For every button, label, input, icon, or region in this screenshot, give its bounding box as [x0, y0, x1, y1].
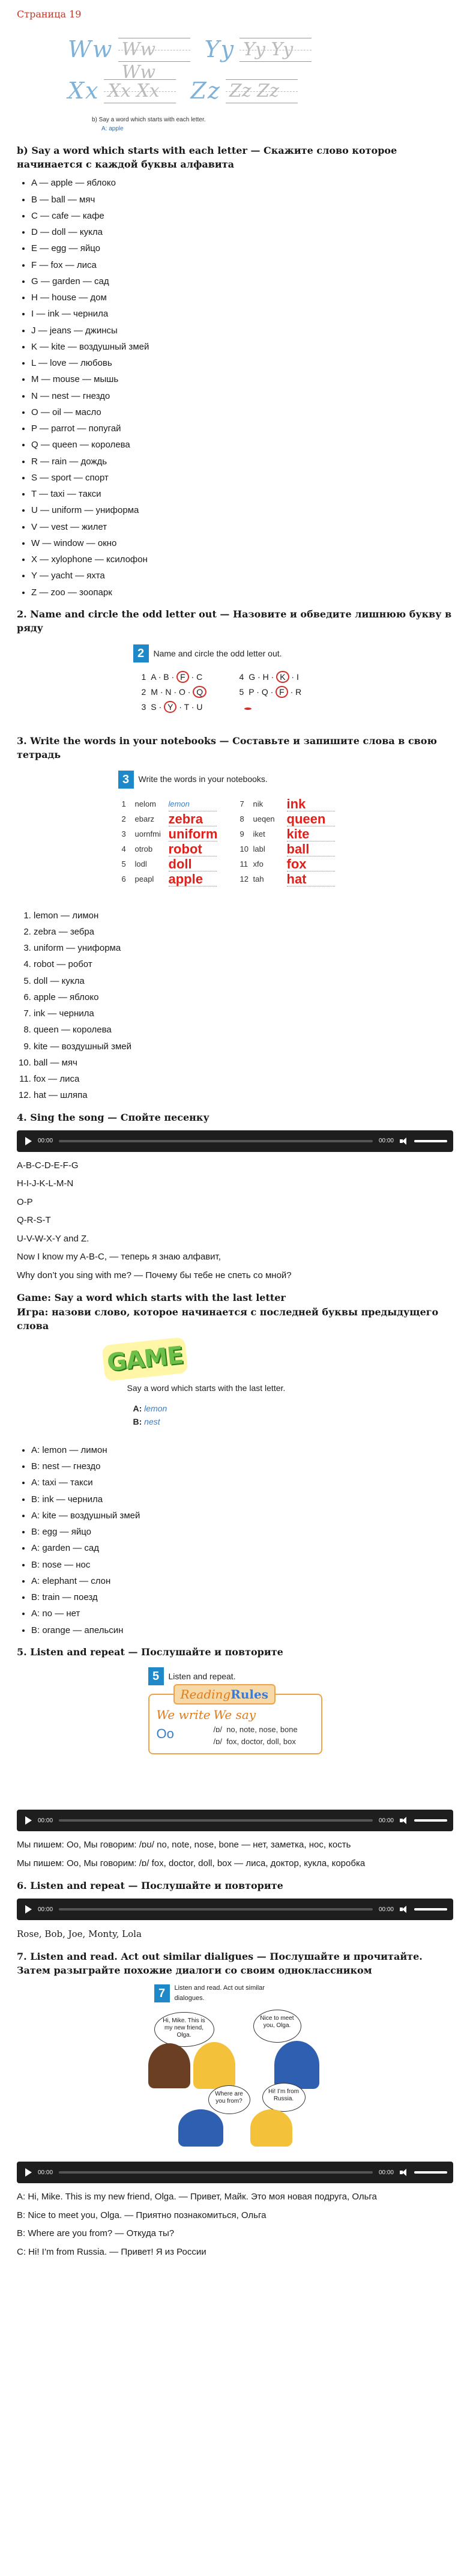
- boy-illustration: [148, 2043, 190, 2088]
- letter-sequence: · C: [188, 672, 203, 682]
- answer-word: ball: [287, 843, 335, 856]
- letter-sample: Zz: [190, 77, 221, 104]
- current-time: 00:00: [38, 1906, 53, 1913]
- list-item: • H — house — дом: [31, 292, 453, 304]
- scrambled-word: iket: [253, 829, 265, 839]
- exercise-2-image: [133, 644, 337, 720]
- letter-sequence: · R: [288, 687, 302, 697]
- we-say-header: We say: [213, 1708, 256, 1723]
- list-item: 1. lemon — лимон: [34, 910, 453, 922]
- song-lyrics: [17, 1159, 453, 1283]
- scrambled-word: nelom: [134, 799, 156, 809]
- copy-lines: Xx Xx: [104, 79, 176, 103]
- list-item: 2. zebra — зебра: [34, 926, 453, 938]
- scramble-row: [122, 827, 234, 842]
- list-item: • A: kite — воздушный змей: [31, 1510, 453, 1522]
- current-time: 00:00: [38, 2169, 53, 2176]
- song-line: Q-R-S-T: [17, 1215, 51, 1226]
- list-item: • B: orange — апельсин: [31, 1625, 453, 1637]
- game-word-list: [17, 1444, 453, 1637]
- scrambled-word: uornfmi: [134, 829, 161, 839]
- section-b-heading: b) Say a word which starts with each letter — Скажите слово которое начинается с каждой буквы алфавита: [17, 145, 397, 171]
- answer-word: lemon: [169, 798, 217, 811]
- scrambled-word: otrob: [134, 844, 153, 854]
- current-time: 00:00: [38, 1817, 53, 1824]
- list-item: • A: lemon — лимон: [31, 1444, 453, 1456]
- volume-icon[interactable]: [400, 1137, 408, 1145]
- list-item: 4. robot — робот: [34, 959, 453, 971]
- game-heading-ru: Игра: назови слово, которое начинается с последней буквы предыдущего слова: [17, 1306, 439, 1332]
- item-number: 12: [240, 874, 249, 884]
- row-number: 1: [141, 672, 146, 682]
- exercise-number-badge: 2: [133, 644, 149, 662]
- list-item: 11. fox — лиса: [34, 1073, 453, 1085]
- speech-bubble: Hi! I’m from Russia.: [262, 2083, 306, 2112]
- list-item: 9. kite — воздушный змей: [34, 1041, 453, 1053]
- section-5-heading: 5. Listen and repeat — Послушайте и повторите: [17, 1646, 283, 1658]
- section-4-heading: 4. Sing the song — Спойте песенку: [17, 1111, 209, 1123]
- list-item: • B: egg — яйцо: [31, 1526, 453, 1538]
- volume-icon[interactable]: [400, 2168, 408, 2177]
- list-item: 8. queen — королева: [34, 1024, 453, 1036]
- list-item: 6. apple — яблоко: [34, 992, 453, 1004]
- item-number: 9: [240, 829, 244, 839]
- list-item: • B: train — поезд: [31, 1592, 453, 1604]
- handwriting-answer: A: apple: [101, 126, 124, 132]
- play-icon[interactable]: [25, 1137, 32, 1145]
- list-item: • V — vest — жилет: [31, 521, 453, 533]
- exercise-number-badge: 3: [118, 771, 134, 789]
- item-number: 11: [240, 859, 248, 869]
- answer-word: hat: [287, 873, 335, 886]
- answer-word: doll: [169, 858, 217, 871]
- list-item: • K — kite — воздушный змей: [31, 341, 453, 353]
- exercise-number-badge: 7: [154, 1984, 170, 2002]
- seek-bar[interactable]: [59, 1819, 373, 1822]
- exercise-title: Write the words in your notebooks.: [138, 774, 268, 784]
- scrambled-word: labl: [253, 844, 265, 854]
- speaker-a-label: A:: [133, 1403, 142, 1413]
- section-7-heading: 7. Listen and read. Act out similar dialigues — Послушайте и прочитайте. Затем разыграйте похожие диалоги со своим одноклассником: [17, 1950, 423, 1976]
- handwriting-illustration: [68, 32, 386, 132]
- answer-word: queen: [287, 813, 335, 826]
- game-image: [103, 1341, 367, 1431]
- copy-lines: Yy Yy: [240, 38, 312, 62]
- row-number: 5: [239, 687, 244, 697]
- copy-lines: Zz Zz: [226, 79, 298, 103]
- volume-slider[interactable]: [414, 2171, 447, 2174]
- scramble-row: [240, 827, 352, 842]
- girl-illustration: [250, 2109, 292, 2147]
- list-item: 12. hat — шляпа: [34, 1089, 453, 1102]
- answer-word: robot: [169, 843, 217, 856]
- volume-slider[interactable]: [414, 1908, 447, 1911]
- item-number: 7: [240, 799, 244, 809]
- letter-sequence: G · H ·: [249, 672, 277, 682]
- list-item: • O — oil — масло: [31, 407, 453, 419]
- exercise-5-image: [148, 1667, 322, 1796]
- speaker-a-word: lemon: [144, 1403, 167, 1413]
- scramble-row: [122, 842, 234, 857]
- game-logo: GAME: [101, 1337, 188, 1381]
- scrambled-word: nik: [253, 799, 264, 809]
- dialogue-line: C: Hi! I’m from Russia. — Привет! Я из России: [17, 2246, 206, 2257]
- copy-lines: Ww Ww: [118, 38, 190, 62]
- speaker-b-word: nest: [144, 1417, 160, 1427]
- item-number: 4: [121, 844, 126, 854]
- odd-letter-row: [240, 686, 337, 699]
- volume-slider[interactable]: [414, 1819, 447, 1822]
- list-item: • G — garden — сад: [31, 276, 453, 288]
- list-item: • W — window — окно: [31, 538, 453, 550]
- odd-letter-row: [142, 701, 240, 714]
- volume-icon[interactable]: [400, 1816, 408, 1825]
- speech-bubble: Nice to meet you, Olga.: [253, 2010, 301, 2043]
- circled-letter: F: [176, 671, 189, 683]
- list-item: • J — jeans — джинсы: [31, 325, 453, 337]
- alphabet-word-list: [17, 177, 453, 599]
- reading-rules-tag: ReadingRules: [173, 1684, 276, 1705]
- row-number: 3: [141, 702, 146, 712]
- list-item: • B: ink — чернила: [31, 1494, 453, 1506]
- list-item: • A: no — нет: [31, 1608, 453, 1620]
- scramble-row: [122, 857, 234, 872]
- list-item: 10. ball — мяч: [34, 1057, 453, 1069]
- letter-sequence: A · B ·: [151, 672, 177, 682]
- list-item: • U — uniform — униформа: [31, 505, 453, 517]
- list-item: • A: elephant — слон: [31, 1575, 453, 1587]
- scrambled-word: xfo: [253, 859, 264, 869]
- dialogue-line: B: Nice to meet you, Olga. — Приятно познакомиться, Ольга: [17, 2210, 267, 2220]
- scrambled-words-left: [122, 797, 234, 887]
- circled-letter: Y: [164, 701, 176, 713]
- scrambled-words-right: [240, 797, 352, 887]
- exercise-3-image: [118, 771, 352, 897]
- section-6-heading: 6. Listen and repeat — Послушайте и повторите: [17, 1880, 283, 1892]
- game-heading-en: Game: Say a word which starts with the last letter: [17, 1292, 286, 1304]
- scramble-row: [122, 812, 234, 827]
- item-number: 2: [121, 814, 126, 824]
- odd-letter-row: [142, 686, 240, 699]
- letter-sequence: · T · U: [176, 702, 203, 712]
- current-time: 00:00: [38, 1138, 53, 1145]
- list-item: • E — egg — яйцо: [31, 243, 453, 255]
- odd-letter-row: [240, 671, 337, 683]
- seek-bar[interactable]: [59, 1140, 373, 1142]
- answer-word: kite: [287, 828, 335, 841]
- volume-slider[interactable]: [414, 1140, 447, 1142]
- duration: 00:00: [378, 1817, 394, 1824]
- scrambled-word: peapl: [134, 874, 154, 884]
- scramble-row: [240, 857, 352, 872]
- rule-line: Мы пишем: Oo, Мы говорим: /ɒ/ fox, doctor, doll, box — лиса, доктор, кукла, коробка: [17, 1858, 366, 1868]
- letter-sample: Ww: [68, 36, 113, 62]
- scramble-row: [240, 812, 352, 827]
- exercise-title: Name and circle the odd letter out.: [153, 648, 282, 658]
- scrambled-word: tah: [253, 874, 264, 884]
- handwriting-row: [68, 32, 386, 83]
- exercise-title: Listen and repeat.: [168, 1671, 236, 1681]
- scramble-row: [240, 797, 352, 812]
- song-line: H-I-J-K-L-M-N: [17, 1178, 74, 1189]
- circled-letter: Q: [193, 686, 206, 698]
- scrambled-word: ebarz: [134, 814, 155, 824]
- item-number: 10: [240, 844, 249, 854]
- scrambled-word: lodl: [134, 859, 147, 869]
- word-translation-list: [17, 910, 453, 1102]
- row-number: 2: [141, 687, 146, 697]
- song-line: O-P: [17, 1196, 33, 1207]
- letter-sample: Yy: [204, 36, 235, 62]
- audio-player[interactable]: [17, 1130, 453, 1152]
- scramble-row: [122, 797, 234, 812]
- answer-word: ink: [287, 798, 335, 811]
- reading-rules-box: ReadingRules We write We say Oo /ɒ/ no, note, nose, bone /ɒ/ fox, doctor, doll, box: [148, 1694, 322, 1754]
- list-item: • Z — zoo — зоопарк: [31, 587, 453, 599]
- list-item: • F — fox — лиса: [31, 259, 453, 271]
- list-item: • Q — queen — королева: [31, 439, 453, 451]
- letter-sequence: M · N · O ·: [151, 687, 193, 697]
- list-item: • A: taxi — такси: [31, 1477, 453, 1489]
- audio-player[interactable]: [17, 1810, 453, 1831]
- list-item: • A — apple — яблоко: [31, 177, 453, 189]
- list-item: • B — ball — мяч: [31, 194, 453, 206]
- list-item: • I — ink — чернила: [31, 308, 453, 320]
- list-item: • Y — yacht — яхта: [31, 570, 453, 582]
- circled-letter: [244, 708, 252, 710]
- boy-illustration: [274, 2041, 319, 2089]
- list-item: • P — parrot — попугай: [31, 423, 453, 435]
- list-item: 3. uniform — униформа: [34, 942, 453, 954]
- item-number: 3: [121, 829, 126, 839]
- scramble-row: [240, 872, 352, 887]
- list-item: • S — sport — спорт: [31, 472, 453, 484]
- list-item: 5. doll — кукла: [34, 975, 453, 987]
- odd-letter-grid: [133, 671, 337, 714]
- list-item: • D — doll — кукла: [31, 226, 453, 238]
- scramble-row: [122, 872, 234, 887]
- dialogue-line: B: Where are you from? — Откуда ты?: [17, 2228, 175, 2239]
- answer-word: uniform: [168, 826, 218, 841]
- rule-line: Мы пишем: Oo, Мы говорим: /ɒʊ/ no, note, nose, bone — нет, заметка, нос, кость: [17, 1840, 351, 1850]
- exercise-7-image: [136, 1983, 334, 2148]
- audio-player[interactable]: [17, 2162, 453, 2183]
- list-item: • B: nose — нос: [31, 1559, 453, 1571]
- circled-letter: F: [276, 686, 288, 698]
- item-number: 5: [121, 859, 126, 869]
- duration: 00:00: [378, 2169, 394, 2176]
- song-line: Why don’t you sing with me? — Почему бы тебе не спеть со мной?: [17, 1270, 292, 1280]
- list-item: • N — nest — гнездо: [31, 390, 453, 402]
- handwriting-row: [68, 74, 386, 108]
- duration: 00:00: [378, 1906, 394, 1913]
- item-number: 6: [121, 874, 126, 884]
- circled-letter: K: [276, 671, 289, 683]
- item-number: 1: [121, 799, 126, 809]
- page-title: Страница 19: [17, 8, 82, 20]
- play-icon[interactable]: [25, 2168, 32, 2177]
- letter-sample: Xx: [68, 77, 100, 104]
- list-item: • C — cafe — кафе: [31, 210, 453, 222]
- dialogue-line: A: Hi, Mike. This is my new friend, Olga. — Привет, Майк. Это моя новая подруга, Ольга: [17, 2192, 377, 2202]
- game-instruction: Say a word which starts with the last letter.: [127, 1383, 286, 1393]
- list-item: • T — taxi — такси: [31, 488, 453, 500]
- girl-illustration: [193, 2042, 235, 2089]
- answer-word: fox: [287, 858, 335, 871]
- song-line: A-B-C-D-E-F-G: [17, 1160, 79, 1171]
- volume-icon[interactable]: [400, 1905, 408, 1914]
- speaker-b-label: B:: [133, 1417, 142, 1427]
- list-item: • R — rain — дождь: [31, 456, 453, 468]
- list-item: • L — love — любовь: [31, 357, 453, 369]
- list-item: • A: garden — сад: [31, 1542, 453, 1554]
- list-item: 7. ink — чернила: [34, 1008, 453, 1020]
- scramble-row: [240, 842, 352, 857]
- list-item: • X — xylophone — ксилофон: [31, 554, 453, 566]
- list-item: • M — mouse — мышь: [31, 374, 453, 386]
- odd-letter-row: [240, 701, 337, 714]
- boy-illustration: [178, 2109, 223, 2147]
- duration: 00:00: [378, 1138, 394, 1145]
- list-item: • B: nest — гнездо: [31, 1461, 453, 1473]
- section-2-heading: 2. Name and circle the odd letter out — Назовите и обведите лишнюю букву в ряду: [17, 608, 452, 634]
- dialogue-text: [17, 2190, 453, 2259]
- exercise-title: Listen and read. Act out similar dialogues.: [174, 1984, 265, 2002]
- answer-word: zebra: [169, 813, 217, 826]
- song-line: Now I know my A-B-C, — теперь я знаю алфавит,: [17, 1252, 221, 1262]
- speech-bubble: Hi, Mike. This is my new friend, Olga.: [154, 2012, 214, 2047]
- play-icon[interactable]: [25, 1905, 32, 1914]
- section-3-heading: 3. Write the words in your notebooks — Составьте и запишите слова в свою тетрадь: [17, 735, 437, 761]
- letter-sequence: S ·: [151, 702, 164, 712]
- song-line: U-V-W-X-Y and Z.: [17, 1233, 89, 1244]
- audio-player[interactable]: [17, 1899, 453, 1920]
- play-icon[interactable]: [25, 1816, 32, 1825]
- letter-sequence: P · Q ·: [249, 687, 276, 697]
- seek-bar[interactable]: [59, 1908, 373, 1911]
- names-list: Rose, Bob, Joe, Monty, Lola: [17, 1929, 142, 1940]
- letter-oo: Oo: [156, 1726, 174, 1742]
- exercise-number-badge: 5: [148, 1667, 164, 1685]
- item-number: 8: [240, 814, 244, 824]
- speech-bubble: Where are you from?: [208, 2085, 250, 2114]
- scrambled-word: ueqen: [253, 814, 275, 824]
- handwriting-caption: b) Say a word which starts with each letter.: [92, 117, 206, 123]
- letter-sequence: · I: [289, 672, 299, 682]
- odd-letter-row: [142, 671, 240, 683]
- row-number: 4: [239, 672, 244, 682]
- we-write-header: We write: [156, 1708, 211, 1723]
- seek-bar[interactable]: [59, 2171, 373, 2174]
- answer-word: apple: [169, 873, 217, 886]
